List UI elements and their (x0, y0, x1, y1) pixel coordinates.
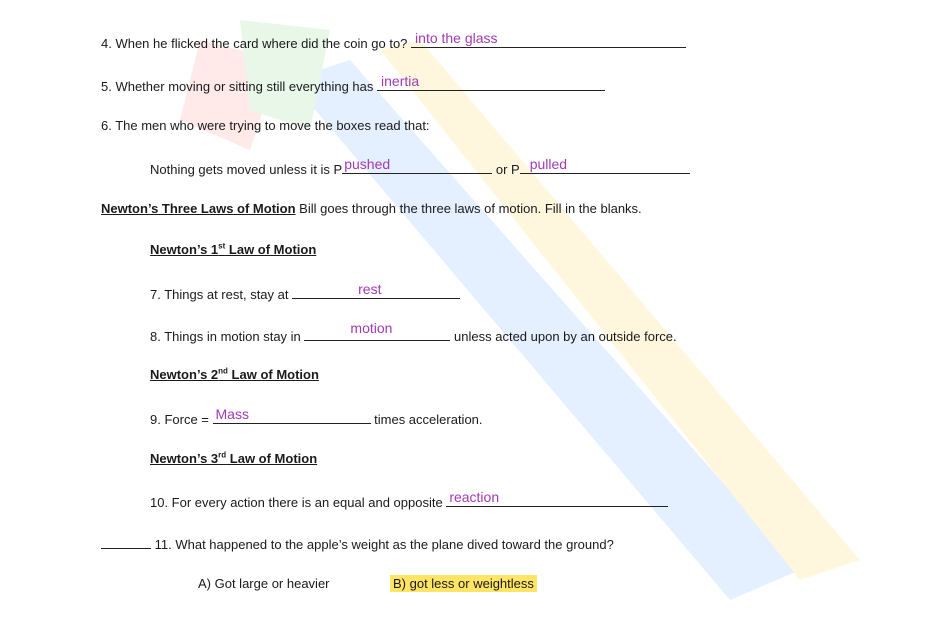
question-6-answer-2: pulled (529, 156, 568, 172)
question-9-blank (213, 406, 371, 424)
question-9-after: times acceleration. (374, 412, 483, 427)
question-7-text: 7. Things at rest, stay at (150, 287, 289, 302)
choice-b-text: B) got less or weightless (390, 575, 537, 592)
question-5-answer: inertia (381, 73, 420, 89)
question-6-blank-2 (520, 156, 690, 174)
question-8-text: 8. Things in motion stay in (150, 329, 301, 344)
law-2-heading (150, 367, 319, 382)
question-10-blank (446, 489, 668, 507)
question-4 (101, 30, 686, 51)
law-3-pre: Newton’s 3 (150, 451, 219, 467)
question-8 (150, 320, 677, 344)
question-4-blank (411, 30, 686, 48)
question-9-text: 9. Force = (150, 412, 209, 427)
question-5 (101, 73, 605, 94)
question-5-text: 5. Whether moving or sitting still everything has (101, 79, 374, 94)
section-heading (101, 201, 642, 216)
question-10-answer: reaction (449, 489, 500, 505)
question-6-statement-text-2: or P (495, 162, 520, 177)
choice-b (390, 576, 537, 591)
question-10 (150, 489, 668, 510)
question-8-blank (304, 320, 450, 341)
question-8-answer: motion (350, 320, 393, 336)
question-4-text: 4. When he flicked the card where did the coin go to? (101, 36, 408, 51)
law-1-sup: st (218, 242, 226, 251)
question-11-blank (101, 534, 151, 549)
question-6-blank-1 (342, 156, 492, 174)
question-7 (150, 281, 460, 302)
question-7-answer: rest (358, 281, 382, 297)
question-5-blank (377, 73, 605, 91)
law-1-pre: Newton’s 1 (150, 242, 219, 258)
question-11-text: 11. What happened to the apple’s weight as the plane dived toward the ground? (154, 537, 614, 552)
law-2-post: Law of Motion (227, 367, 319, 383)
question-11 (101, 534, 614, 552)
law-3-sup: rd (218, 451, 227, 460)
question-6-answer-1: pushed (344, 156, 391, 172)
section-title: Newton’s Three Laws of Motion (101, 201, 296, 216)
question-6-statement (150, 156, 690, 177)
choice-a (198, 576, 330, 591)
question-9 (150, 406, 483, 427)
law-3-post: Law of Motion (226, 451, 318, 467)
law-2-pre: Newton’s 2 (150, 367, 219, 383)
law-3-heading (150, 451, 317, 466)
section-text: Bill goes through the three laws of motion. Fill in the blanks. (299, 201, 642, 216)
question-6-text: 6. The men who were trying to move the boxes read that: (101, 118, 430, 133)
question-6-statement-text-1: Nothing gets moved unless it is P (150, 162, 343, 177)
law-1-post: Law of Motion (225, 242, 317, 258)
question-10-text: 10. For every action there is an equal and opposite (150, 495, 443, 510)
choice-a-text: A) Got large or heavier (198, 576, 330, 591)
law-1-heading (150, 242, 316, 257)
question-9-answer: Mass (215, 406, 249, 422)
question-4-answer: into the glass (415, 30, 498, 46)
question-7-blank (292, 281, 460, 299)
question-8-after: unless acted upon by an outside force. (454, 329, 677, 344)
law-2-sup: nd (218, 367, 228, 376)
question-6 (101, 118, 430, 133)
clipart-fragment (120, 0, 180, 8)
